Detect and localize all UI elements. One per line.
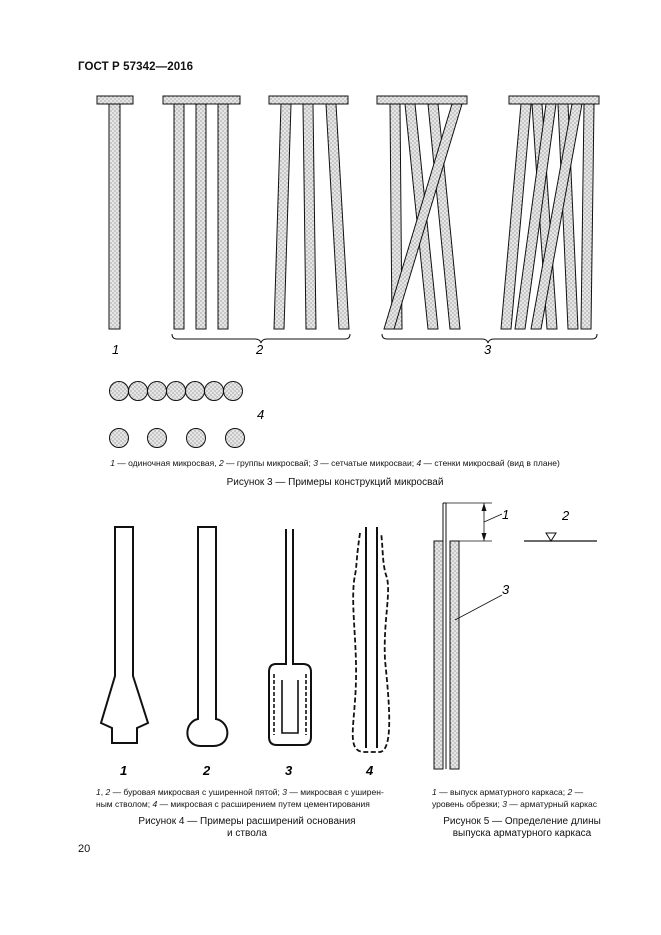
fig5-legend-n2: 2	[567, 787, 573, 797]
fig5-legend-n1: 1	[432, 787, 437, 797]
fig3-label-3: 3	[484, 342, 492, 357]
fig3-legend-t3: — сетчатые микросваи;	[317, 458, 417, 468]
fig4-legend	[96, 786, 396, 810]
leader-line-3	[455, 595, 502, 620]
cut-off-level-symbol	[524, 533, 597, 541]
pile-wall-plan-spaced	[110, 429, 245, 448]
fig4-legend-t4: ным стволом;	[96, 799, 153, 809]
fig5-legend-t1: — выпуск арматурного каркаса;	[436, 787, 568, 797]
fig3-legend-n2: 2	[218, 458, 224, 468]
document-header: ГОСТ Р 57342—2016	[78, 61, 194, 73]
fig3-legend-n3: 3	[313, 458, 318, 468]
fig4-label-1: 1	[120, 763, 128, 778]
micropile-group-inclined	[269, 96, 349, 329]
fig4-title-line2: и ствола	[227, 828, 267, 839]
fig4-legend-t1: ,	[100, 787, 106, 797]
pile-wall-plan-contiguous	[110, 382, 243, 401]
fig4-legend-n3: 3	[282, 787, 288, 797]
fig4-title	[112, 816, 382, 840]
fig5-legend	[432, 786, 612, 810]
fig5-legend-line2	[432, 798, 612, 810]
fig3-legend-t2: — группы микросвай;	[223, 458, 314, 468]
network-micropiles-b	[501, 96, 599, 329]
fig3-legend-t4: — стенки микросвай (вид в плане)	[421, 458, 560, 468]
fig5-legend-n3: 3	[502, 799, 507, 809]
fig3-label-4: 4	[257, 407, 265, 422]
fig5-legend-line1	[432, 786, 612, 798]
fig5-legend-t2: —	[572, 787, 584, 797]
fig5-title-line2: выпуска арматурного каркаса	[452, 828, 592, 839]
fig4-legend-t5: — микросвая с расширением путем цементирования	[157, 799, 370, 809]
fig4-title-line1: Рисунок 4 — Примеры расширений основания	[138, 816, 356, 827]
fig3-legend	[95, 458, 575, 468]
fig3-legend-t1: — одиночная микросвая,	[114, 458, 219, 468]
fig4-legend-n1: 1	[96, 787, 101, 797]
fig3-legend-n4: 4	[416, 458, 422, 468]
single-micropile	[97, 96, 133, 329]
fig5-legend-t4: — арматурный каркас	[506, 799, 598, 809]
micropile-group-vertical	[163, 96, 240, 329]
fig5-label-1: 1	[502, 507, 510, 522]
fig4-legend-n2: 2	[105, 787, 111, 797]
cage-outlet-dimension	[446, 503, 502, 541]
fig4-legend-line2	[96, 798, 396, 810]
reinforcement-cage-section	[434, 503, 459, 769]
fig5-label-3: 3	[502, 582, 510, 597]
fig5-legend-t3: уровень обрезки;	[432, 799, 503, 809]
fig4-label-4: 4	[366, 763, 374, 778]
page-number: 20	[78, 843, 91, 855]
network-micropiles-a	[377, 96, 467, 329]
fig3-label-1: 1	[112, 342, 120, 357]
fig3-label-2: 2	[256, 342, 264, 357]
fig5-title-line1: Рисунок 5 — Определение длины	[443, 816, 601, 827]
fig4-label-2: 2	[203, 763, 211, 778]
micropile-cemented-expansion	[353, 527, 390, 752]
fig4-legend-line1	[96, 786, 396, 798]
fig5-label-2: 2	[562, 508, 570, 523]
micropile-widened-heel-bulb	[187, 527, 227, 746]
fig4-label-3: 3	[285, 763, 293, 778]
micropile-widened-heel-cone	[101, 527, 148, 743]
fig4-legend-t3: — микросвая с уширен-	[287, 787, 384, 797]
micropile-widened-shaft	[269, 529, 311, 745]
fig4-legend-t2: — буровая микросвая с уширенной пятой;	[110, 787, 283, 797]
fig3-title: Рисунок 3 — Примеры конструкций микросвай	[226, 477, 444, 488]
fig3-legend-n1: 1	[110, 458, 115, 468]
fig5-title	[432, 816, 612, 840]
fig4-legend-n4: 4	[152, 799, 158, 809]
